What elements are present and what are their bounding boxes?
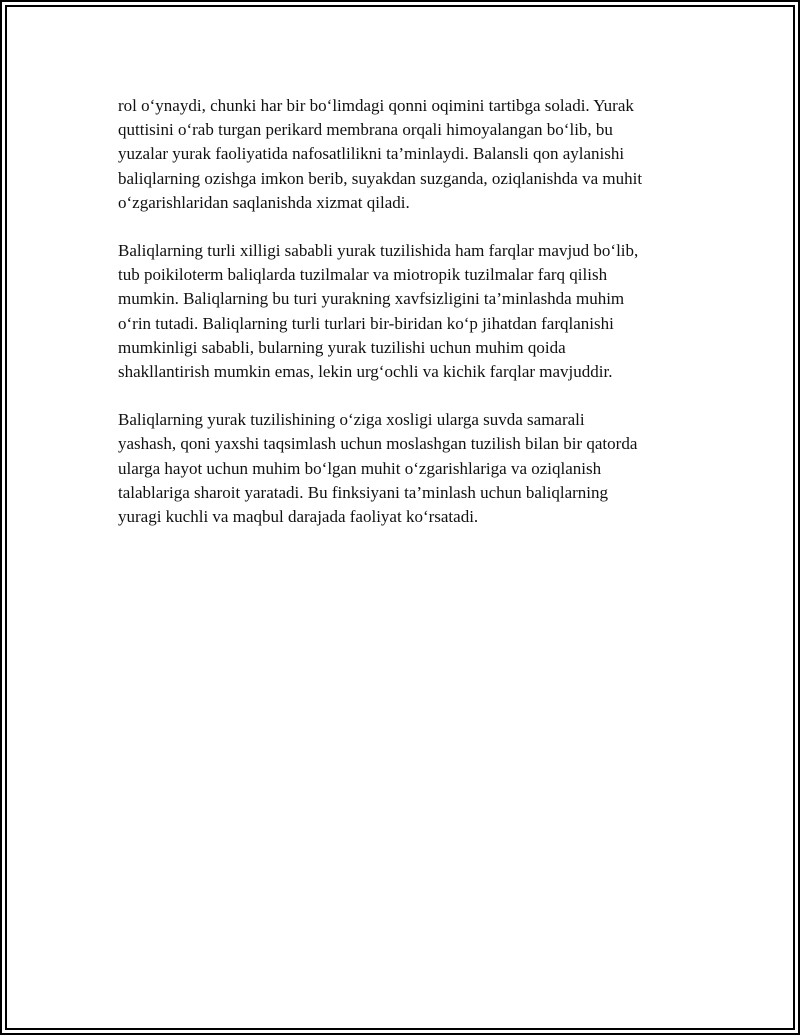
text-line: Baliqlarning turli xilligi sababli yurak tuzilishida ham farqlar mavjud bo‘lib, [118,241,639,261]
document-body [118,94,698,553]
text-line: o‘zgarishlaridan saqlanishda xizmat qiladi. [118,192,410,212]
text-line: Baliqlarning yurak tuzilishining o‘ziga xosligi ularga suvda samarali [118,410,585,430]
text-line: yuragi kuchli va maqbul darajada faoliyat ko‘rsatadi. [118,507,479,527]
paragraph-2 [118,239,698,384]
text-line: shakllantirish mumkin emas, lekin urg‘ochli va kichik farqlar mavjuddir. [118,362,613,382]
text-line: yuzalar yurak faoliyatida nafosatlilikni ta’minlaydi. Balansli qon aylanishi [118,144,625,164]
text-line: yashash, qoni yaxshi taqsimlash uchun moslashgan tuzilish bilan bir qatorda [118,434,638,454]
text-line: mumkinligi sababli, bularning yurak tuzilishi uchun muhim qoida [118,337,566,357]
paragraph-1 [118,94,698,215]
text-line: o‘rin tutadi. Baliqlarning turli turlari bir-biridan ko‘p jihatdan farqlanishi [118,313,614,333]
text-line: mumkin. Baliqlarning bu turi yurakning xavfsizligini ta’minlashda muhim [118,289,625,309]
text-line: rol o‘ynaydi, chunki har bir bo‘limdagi qonni oqimini tartibga soladi. Yurak [118,96,634,115]
text-line: tub poikiloterm baliqlarda tuzilmalar va miotropik tuzilmalar farq qilish [118,265,608,285]
text-line: quttisini o‘rab turgan perikard membrana orqali himoyalangan bo‘lib, bu [118,120,613,140]
text-line: talablariga sharoit yaratadi. Bu finksiyani ta’minlash uchun baliqlarning [118,482,609,502]
text-line: ularga hayot uchun muhim bo‘lgan muhit o‘zgarishlariga va oziqlanish [118,458,602,478]
paragraph-3 [118,408,698,529]
text-line: baliqlarning ozishga imkon berib, suyakdan suzganda, oziqlanishda va muhit [118,168,643,188]
